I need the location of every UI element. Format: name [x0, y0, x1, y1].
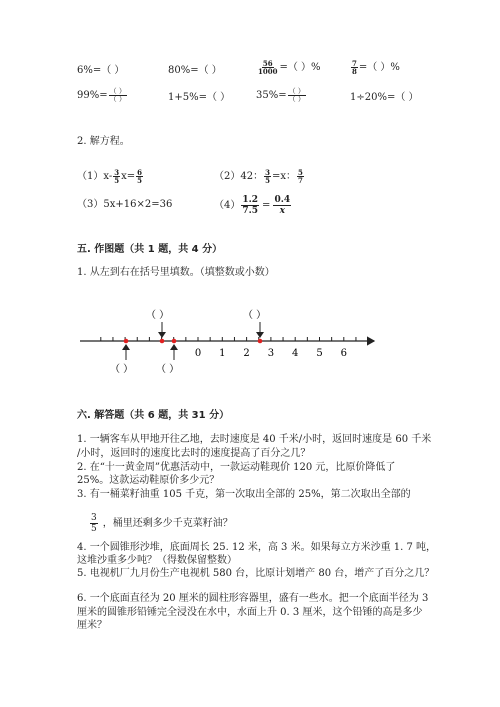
blank-bottom-1: （ ） [110, 364, 134, 375]
blank-top-1: （ ） [146, 310, 170, 321]
problem-4-line-2: 这堆沙重多少吨？（得数保留整数） [77, 555, 237, 566]
number-line [0, 300, 500, 380]
calc-99-percent: 99%= $\frac{( )}{( )}$ [77, 87, 126, 103]
problem-6-line-3: 厘米？ [77, 620, 107, 631]
problem-5: 5. 电视机厂九月份生产电视机 580 台，比原计划增产 80 台，增产了百分之几？ [77, 568, 435, 579]
equation-3: （3）5x+16×2=36 [77, 199, 173, 210]
calc-1-div-20-percent: 1÷20%=（ ） [350, 92, 419, 103]
axis-tick-label: 1 [219, 348, 226, 359]
problem-1-line-2: /小时，返回时的速度比去时的速度提高了百分之几？ [77, 448, 311, 459]
section-2-title: 2. 解方程。 [77, 136, 130, 147]
axis-tick-label: 3 [267, 348, 275, 359]
axis-tick-label: 6 [340, 348, 347, 359]
problem-2-line-2: 25%。这款运动鞋原价多少元？ [77, 475, 220, 486]
calc-fraction-56-1000: $\frac{56}{1000}$ =（ ）% [258, 59, 321, 76]
problem-3-line-2: $\frac{3}{5}$ ，桶里还剩多少千克菜籽油？ [91, 513, 233, 534]
down-arrow-2-head [256, 332, 264, 338]
problem-4-line-1: 4. 一个圆锥形沙堆，底面周长 25. 12 米，高 3 米。如果每立方米沙重 1. 7 吨， [77, 542, 437, 553]
problem-2-line-1: 2. 在“十一黄金周”优惠活动中，一款运动鞋现价 120 元，比原价降低了 [77, 462, 396, 473]
blank-bottom-2: （ ） [156, 364, 180, 375]
axis-tick-labels [195, 348, 347, 359]
axis-tick-label: 4 [292, 348, 299, 359]
equation-4: （4） $\frac{1.2}{7.5}$ = $\frac{0.4}{x}$ [214, 195, 291, 216]
point-3 [172, 339, 177, 344]
problem-6-line-2: 厘米的圆锥形铅锤完全浸没在水中，水面上升 0. 3 厘米，这个铅锤的高是多少 [77, 607, 423, 618]
problem-3-line-1: 3. 有一桶菜籽油重 105 千克，第一次取出全部的 25%，第二次取出全部的 [77, 489, 411, 500]
section-5-heading: 五. 作图题（共 1 题，共 4 分） [77, 244, 223, 255]
point-2 [160, 339, 165, 344]
calc-fraction-7-8: $\frac{7}{8}$ =（ ）% [352, 59, 400, 76]
up-arrow-1-head [122, 344, 130, 350]
axis-ticks [101, 337, 356, 341]
axis-tick-label: 2 [243, 348, 250, 359]
calc-80-percent: 80%=（ ） [168, 65, 222, 76]
point-1 [124, 339, 129, 344]
section-5-question-1: 1. 从左到右在括号里填数。（填整数或小数） [77, 267, 275, 278]
calc-35-percent: 35%= $\frac{( )}{( )}$ [256, 87, 305, 103]
section-6-heading: 六. 解答题（共 6 题，共 31 分） [77, 410, 230, 421]
calc-6-percent: 6%=（ ） [77, 65, 125, 76]
axis-tick-label: 5 [316, 348, 323, 359]
equation-2: （2）42： $\frac{3}{5}$ =x： $\frac{5}{7}$ [214, 168, 303, 185]
blank-top-2: （ ） [243, 310, 267, 321]
up-arrow-2-head [170, 344, 178, 350]
point-4 [258, 339, 263, 344]
problem-6-line-1: 6. 一个底面直径为 20 厘米的圆柱形容器里，盛有一些水。把一个底面半径为 3 [77, 593, 429, 604]
calc-1-plus-5-percent: 1+5%=（ ） [168, 92, 231, 103]
equation-1: （1）x- $\frac{3}{5}$ x= $\frac{6}{5}$ [77, 168, 142, 185]
axis-tick-label: 0 [194, 348, 202, 359]
problem-1-line-1: 1. 一辆客车从甲地开往乙地，去时速度是 40 千米/小时，返回时速度是 60 千米 [77, 434, 432, 445]
